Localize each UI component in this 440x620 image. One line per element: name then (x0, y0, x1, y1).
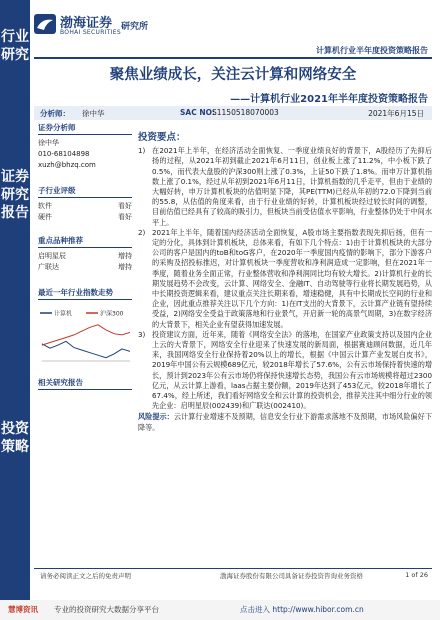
rating-value: 看好 (118, 202, 132, 210)
key-point-text: 在2021年上半年，在经济活动全面恢复、一季度业绩良好的背景下，A股经历了先抑后扬的过程，从2021年初到截止2021年6月11日，创业板上涨了11.2%，中小板下跌了0.5%，而代表大盘股的沪深300则上涨了0.3%，上证50下跌了1.8%。而申万计算机指数上涨了0.1%，经过从年初到2021年6月11日，计算机指数的几乎走平，但由于业绩的大幅好转，申万计算机板块的估值明显下降，其PE(TTM)已经从年初的72.0下降到当前的55.8，从估值的角度来看，由于行业业绩的好转，计算机板块经过较长时间的调整，目前估值已经具有了较高的吸引力，但板块当前受估值水平影响，行业整体仍处于中间水平上。 (152, 146, 432, 227)
chart-section-head: 最近一年行业指数走势 (38, 287, 132, 300)
index-trend-chart (38, 303, 132, 363)
analyst-bar (34, 106, 432, 120)
key-point-item (138, 228, 432, 330)
rating-sector: 软件 (38, 202, 52, 210)
key-point-number: 1) (138, 146, 146, 156)
key-point-item (138, 330, 432, 412)
key-point-number: 2) (138, 227, 146, 237)
rating-value: 看好 (118, 213, 132, 221)
legend-label-computer: 计算机 (54, 310, 73, 318)
analyst-section-head: 证券分析师 (38, 122, 132, 135)
key-point-number: 3) (138, 329, 146, 339)
watermark-slogan: 专业的投资研究大数据分享平台 (54, 605, 159, 614)
sidebar-bottom-label: 投资策略 (1, 421, 29, 455)
rating-section-head: 子行业评级 (38, 185, 132, 198)
left-column (38, 122, 132, 393)
page-title: 聚焦业绩成长，关注云计算和网络安全 (109, 67, 357, 83)
related-section-head: 相关研究报告 (38, 377, 132, 390)
key-points (138, 133, 432, 433)
stock-section-head: 重点品种推荐 (38, 235, 132, 248)
watermark-bar (0, 600, 440, 620)
sac-number: S1150518070003 (212, 108, 279, 117)
rating-sector: 硬件 (38, 213, 52, 221)
rating-row (38, 212, 132, 223)
stock-rating: 增持 (118, 263, 132, 271)
report-date: 2021年6月15日 (368, 109, 424, 118)
sidebar-mid-label: 证券研究报告 (1, 169, 29, 221)
risk-text: 云计算行业增速不及预期，信息安全行业下游需求落地不及预期，市场风险偏好下降等。 (138, 412, 432, 432)
sidebar (0, 0, 30, 600)
logo-name: 渤海证券 (60, 16, 113, 31)
footer-disclaimer[interactable]: 请务必阅读正文之后的免责声明 (40, 572, 131, 580)
sidebar-top-label: 行业研究 (1, 29, 29, 63)
footer-divider (34, 568, 432, 569)
header-divider (34, 57, 432, 59)
page-subtitle: ——计算机行业2021年半年度投资策略报告 (230, 94, 428, 105)
key-point-text: 投资建议方面，近年来，随着《网络安全法》的落地，在国家产业政策支持以及国内企业上云的大背景下，网络安全行业迎来了快速发展的新局面，根据赛迪顾问数据，近几年来，我国网络安全行业保持着20%以上的增长，根据《中国云计算产业发展白皮书》，2019年中国公有云规模689亿元，较2018年增长了57.6%，公有云市场保持着快速的增长，预计到2023年公有云市场仍将保持快速增长态势，我国公有云市场规模将超过2300亿元，从云计算上游看，laas占据主要份额，2019年达到了453亿元，较2018年增长了67.4%，经上所述，我们看好网络安全和云计算的投资机会，推荐关注其中细分行业的领先企业：启明星辰(002439)和广联达(002410)。 (152, 329, 432, 411)
risk-note (138, 412, 432, 432)
watermark-link[interactable]: 点击进入 http://www.hibor.com.cn (240, 605, 364, 614)
analyst-name: 徐中华 (82, 109, 105, 118)
rating-row (38, 201, 132, 212)
report-kind: 计算机行业半年度投资策略报告 (316, 46, 428, 55)
institute-label: 研究所 (121, 22, 149, 32)
key-point-item (138, 146, 432, 228)
watermark-brand: 慧博资讯 (8, 605, 38, 614)
footer-company: 渤海证券股份有限公司具备证券投资咨询业务资格 (220, 572, 363, 580)
stock-rating: 增持 (118, 252, 132, 260)
stock-name: 启明星辰 (38, 252, 66, 260)
series-line-1 (42, 325, 130, 345)
analyst-email[interactable]: xuzh@bhzq.com (38, 161, 96, 169)
stock-row (38, 251, 132, 262)
page-number: 1 of 26 (405, 571, 428, 579)
key-point-text: 2021年上半年，随着国内经济活动全面恢复，A股市场主要指数表现先抑后扬，但有一定的分化，具体到计算机板块，总体来看，有如下几个特点：1)由于计算机板块的大部分公司的客户是国内的toB和toG客户，在2020年一季度国内疫情的影响下，部分下游客户的采购及招投标推迟，对计算机板块一季度营收和净利润造成一定影响，但在2021年一季度，随着业务全面正常，行业整体营收和净利润同比均有较大增长。2)计算机行业的长期发展趋势不会改变，云计算、网络安全、金融IT、自动驾驶等行业将长期发展趋势，从中长期投资逻辑来看，建议重点关注长期来看，增速稳健，具有中长期成长空间的行业和企业，因此重点推荐关注以下几个方向：1)在IT支出的大背景下，云计算产业链有望持续受益，2)网络安全受益于政策落地和行业景气，开启新一轮的高景气周期，3)在数字经济的大背景下，相关企业有望获得加速发展。 (152, 227, 432, 329)
series-line-0 (42, 341, 130, 357)
bohai-logo-icon (34, 14, 56, 34)
index-trend-svg (38, 303, 132, 363)
risk-label: 风险提示： (138, 412, 174, 422)
stock-row (38, 262, 132, 273)
logo-en: BOHAI SECURITIES (60, 29, 121, 36)
stock-name: 广联达 (38, 263, 59, 271)
key-points-heading: 投资要点： (138, 132, 186, 143)
analyst-contact-name: 徐中华 (38, 139, 59, 147)
sac-label: SAC NO: (180, 108, 215, 117)
analyst-phone: 010-68104898 (38, 150, 90, 158)
analyst-label: 分析师： (40, 109, 70, 118)
legend-label-hs300: 沪深300 (100, 310, 124, 318)
